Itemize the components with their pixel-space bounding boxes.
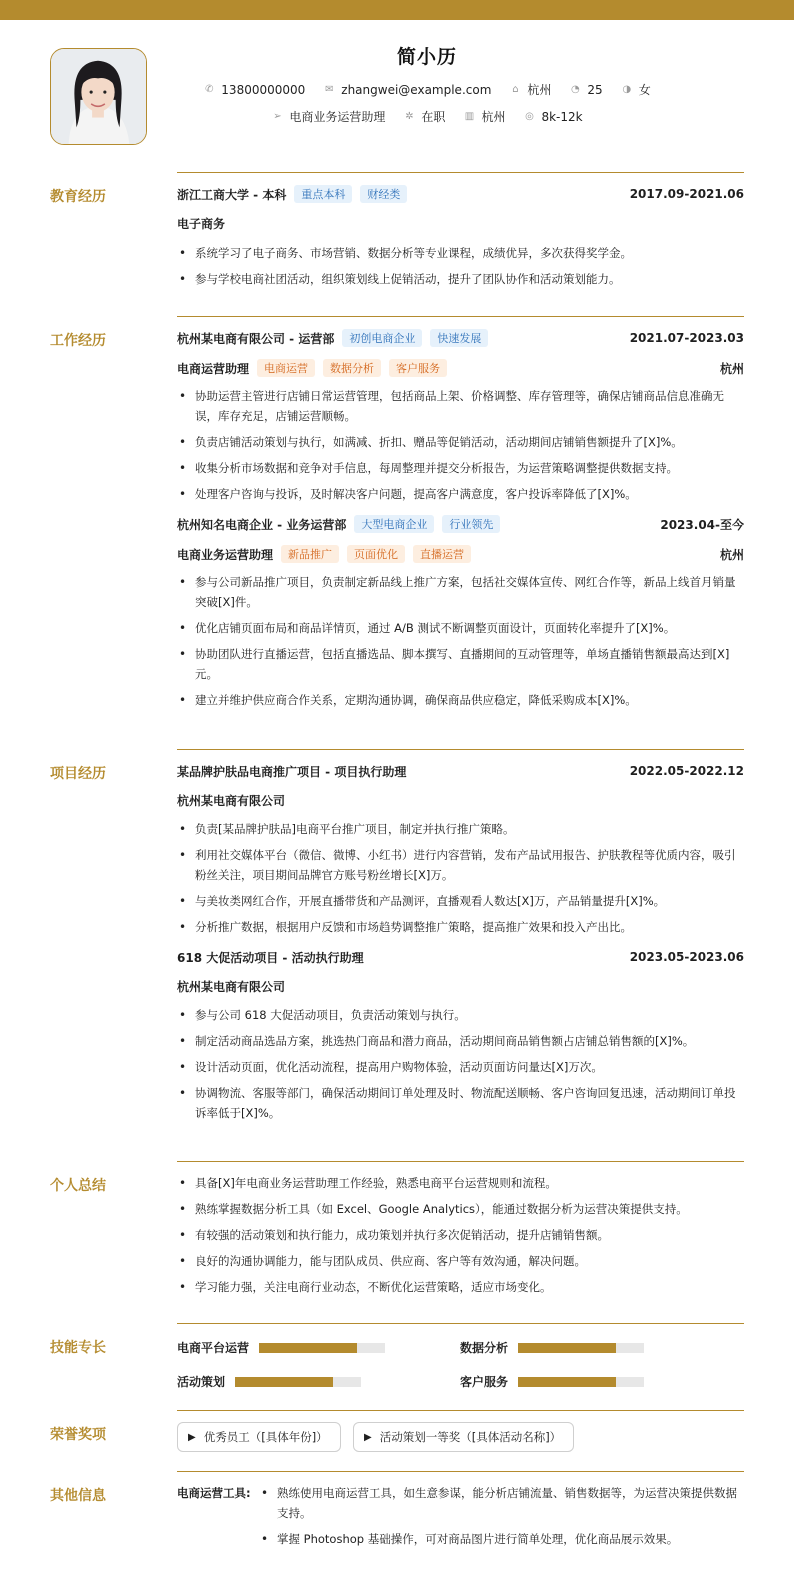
list-item: • 协助团队进行直播运营，包括直播选品、脚本撰写、直播期间的互动管理等，单场直播销售额最高达到[X]元。 [177, 644, 744, 684]
projects-body [177, 761, 744, 1129]
job-bullets [177, 572, 744, 710]
section-divider [177, 1410, 744, 1411]
skill-name: 客户服务 [460, 1375, 509, 1389]
section-title: 工作经历 [50, 333, 106, 349]
project-period: 2022.05-2022.12 [629, 764, 744, 778]
list-item: • 熟练使用电商运营工具，如生意参谋，能分析店铺流量、销售数据等，为运营决策提供数据支持。 [259, 1483, 739, 1523]
role-tag: 直播运营 [413, 545, 471, 563]
honor-badge [177, 1422, 341, 1452]
job-intent-row [0, 108, 794, 125]
list-item: • 处理客户咨询与投诉，及时解决客户问题，提高客户满意度，客户投诉率降低了[X]%。 [177, 484, 744, 504]
target-city-item [463, 108, 505, 125]
list-item: • 参与公司 618 大促活动项目，负责活动策划与执行。 [177, 1005, 744, 1025]
section-title: 其他信息 [50, 1488, 106, 1504]
list-item: • 具备[X]年电商业务运营助理工作经验，熟悉电商平台运营规则和流程。 [177, 1173, 744, 1193]
honor-text: 优秀员工（[具体年份]） [203, 1430, 328, 1444]
list-item: • 利用社交媒体平台（微信、微博、小红书）进行内容营销，发布产品试用报告、护肤教程等优质内容，吸引粉丝关注，项目期间品牌官方账号粉丝增长[X]万。 [177, 845, 744, 885]
project-header [177, 947, 744, 967]
list-item: • 系统学习了电子商务、市场营销、数据分析等专业课程，成绩优异，多次获得奖学金。 [177, 243, 744, 263]
list-item: • 良好的沟通协调能力，能与团队成员、供应商、客户等有效沟通，解决问题。 [177, 1251, 744, 1271]
section-divider [177, 1161, 744, 1162]
status-text: 在职 [421, 110, 446, 124]
company-tag: 大型电商企业 [354, 515, 434, 533]
company-tag: 行业领先 [442, 515, 500, 533]
job-period: 2023.04-至今 [660, 517, 744, 532]
skill-bar-fill [518, 1377, 616, 1387]
phone-icon: ✆ [205, 84, 214, 95]
education-body [177, 184, 744, 295]
city-item [509, 81, 551, 98]
list-item: • 熟练掌握数据分析工具（如 Excel、Google Analytics），能通过数据分析为运营决策提供支持。 [177, 1199, 744, 1219]
job-location: 杭州 [719, 361, 744, 376]
company-name: 杭州某电商有限公司 - 运营部 [177, 331, 335, 346]
coin-icon: ◎ [525, 111, 534, 122]
city-text: 杭州 [527, 83, 552, 97]
gender-text: 女 [638, 83, 651, 97]
gender-item [621, 81, 651, 98]
other-bullets [259, 1483, 739, 1555]
section-divider [177, 1471, 744, 1472]
skill-item [460, 1339, 644, 1356]
skill-bar-fill [518, 1343, 616, 1353]
project-period: 2023.05-2023.06 [629, 950, 744, 964]
section-title: 荣誉奖项 [50, 1427, 106, 1443]
list-item: • 负责[某品牌护肤品]电商平台推广项目，制定并执行推广策略。 [177, 819, 744, 839]
list-item: • 协调物流、客服等部门，确保活动期间订单处理及时、物流配送顺畅、客户咨询回复迅速，活动期间订单投诉率低于[X]%。 [177, 1083, 744, 1123]
project-title: 618 大促活动项目 - 活动执行助理 [177, 950, 364, 965]
skill-bar [235, 1377, 361, 1387]
list-item: • 有较强的活动策划和执行能力，成功策划并执行多次促销活动，提升店铺销售额。 [177, 1225, 744, 1245]
job-bullets [177, 386, 744, 504]
list-item: • 建立并维护供应商合作关系，定期沟通协调，确保商品供应稳定，降低采购成本[X]%。 [177, 690, 744, 710]
age-icon: ◔ [571, 84, 580, 95]
list-item: • 分析推广数据，根据用户反馈和市场趋势调整推广策略，提高推广效果和投入产出比。 [177, 917, 744, 937]
job-header [177, 514, 744, 534]
skill-bar [518, 1377, 644, 1387]
honor-badge [353, 1422, 574, 1452]
summary-bullets [177, 1173, 744, 1297]
skill-bar [518, 1343, 644, 1353]
role-title: 电商业务运营助理 [177, 547, 274, 562]
project-org: 杭州某电商有限公司 [177, 794, 286, 808]
target-job-item [271, 108, 385, 125]
job-period: 2021.07-2023.03 [629, 331, 744, 345]
section-divider [177, 749, 744, 750]
company-tag: 初创电商企业 [342, 329, 422, 347]
list-item: • 掌握 Photoshop 基础操作，可对商品图片进行简单处理，优化商品展示效果。 [259, 1529, 739, 1549]
role-tag: 客户服务 [389, 359, 447, 377]
honor-text: 活动策划一等奖（[具体活动名称]） [379, 1430, 562, 1444]
role-tag: 页面优化 [347, 545, 405, 563]
education-bullets [177, 243, 744, 289]
section-divider [177, 316, 744, 317]
resume-name: 简小历 [396, 46, 457, 68]
other-label: 电商运营工具: [177, 1486, 251, 1500]
skill-name: 数据分析 [460, 1341, 509, 1355]
section-divider [177, 172, 744, 173]
salary-item [523, 110, 582, 124]
project-bullets [177, 1005, 744, 1123]
role-tag: 数据分析 [323, 359, 381, 377]
role-line [177, 544, 744, 564]
salary-text: 8k-12k [541, 109, 583, 124]
school-tag: 重点本科 [294, 185, 352, 203]
company-tag: 快速发展 [430, 329, 488, 347]
summary-body [177, 1173, 744, 1303]
home-icon: ⌂ [512, 84, 519, 95]
list-item: • 优化店铺页面布局和商品详情页，通过 A/B 测试不断调整页面设计，页面转化率提升了[X]%。 [177, 618, 744, 638]
list-item: • 与美妆类网红合作，开展直播带货和产品测评，直播观看人数达[X]万，产品销量提升[X]%。 [177, 891, 744, 911]
role-tag: 电商运营 [257, 359, 315, 377]
play-triangle-icon: ▶ [364, 1431, 372, 1443]
school-name: 浙江工商大学 - 本科 [177, 187, 287, 202]
top-accent-bar [0, 0, 794, 20]
section-title: 项目经历 [50, 766, 106, 782]
skill-bar-fill [235, 1377, 333, 1387]
skill-bar [259, 1343, 385, 1353]
email-text: zhangwei@example.com [341, 82, 492, 97]
role-title: 电商运营助理 [177, 361, 250, 376]
project-header [177, 761, 744, 781]
list-item: • 参与学校电商社团活动，组织策划线上促销活动，提升了团队协作和活动策划能力。 [177, 269, 744, 289]
contact-row [0, 81, 794, 98]
list-item: • 设计活动页面，优化活动流程，提高用户购物体验，活动页面访问量达[X]万次。 [177, 1057, 744, 1077]
education-period: 2017.09-2021.06 [629, 187, 744, 201]
skill-item [460, 1373, 644, 1390]
section-title: 教育经历 [50, 189, 106, 205]
list-item: • 协助运营主管进行店铺日常运营管理，包括商品上架、价格调整、库存管理等，确保店铺商品信息准确无误，库存充足，店铺运营顺畅。 [177, 386, 744, 426]
building-icon: ▥ [464, 111, 475, 122]
skill-name: 活动策划 [177, 1375, 226, 1389]
list-item: • 制定活动商品选品方案，挑选热门商品和潜力商品，活动期间商品销售额占店铺总销售额的[X]%。 [177, 1031, 744, 1051]
role-tag: 新品推广 [281, 545, 339, 563]
job-header [177, 328, 744, 348]
skill-bar-fill [259, 1343, 357, 1353]
skill-item [177, 1373, 361, 1390]
list-item: • 参与公司新品推广项目，负责制定新品线上推广方案，包括社交媒体宣传、网红合作等，新品上线首月销量突破[X]件。 [177, 572, 744, 612]
project-bullets [177, 819, 744, 937]
major: 电子商务 [177, 217, 226, 231]
gender-icon: ◑ [622, 84, 632, 95]
section-title: 技能专长 [50, 1340, 106, 1356]
education-header [177, 184, 744, 204]
skill-item [177, 1339, 385, 1356]
target-job-text: 电商业务运营助理 [289, 110, 386, 124]
mail-icon: ✉ [325, 84, 334, 95]
list-item: • 收集分析市场数据和竞争对手信息，每周整理并提交分析报告，为运营策略调整提供数据支持。 [177, 458, 744, 478]
role-line [177, 358, 744, 378]
play-triangle-icon: ▶ [188, 1431, 196, 1443]
project-title: 某品牌护肤品电商推广项目 - 项目执行助理 [177, 764, 407, 779]
skill-name: 电商平台运营 [177, 1341, 250, 1355]
project-org: 杭州某电商有限公司 [177, 980, 286, 994]
send-icon: ➢ [273, 111, 282, 122]
section-divider [177, 1323, 744, 1324]
section-title: 个人总结 [50, 1178, 106, 1194]
age-item [569, 83, 602, 97]
list-item: • 负责店铺活动策划与执行，如满减、折扣、赠品等促销活动，活动期间店铺销售额提升了[X]%。 [177, 432, 744, 452]
email-item [323, 83, 491, 97]
status-item [403, 108, 445, 125]
work-body [177, 328, 744, 716]
phone-text: 13800000000 [221, 82, 306, 97]
gear-icon: ✲ [405, 111, 414, 122]
company-name: 杭州知名电商企业 - 业务运营部 [177, 517, 347, 532]
age-text: 25 [587, 82, 603, 97]
school-tag: 财经类 [360, 185, 407, 203]
job-location: 杭州 [719, 547, 744, 562]
list-item: • 学习能力强，关注电商行业动态，不断优化运营策略，适应市场变化。 [177, 1277, 744, 1297]
phone-item [203, 83, 305, 97]
target-city-text: 杭州 [481, 110, 506, 124]
